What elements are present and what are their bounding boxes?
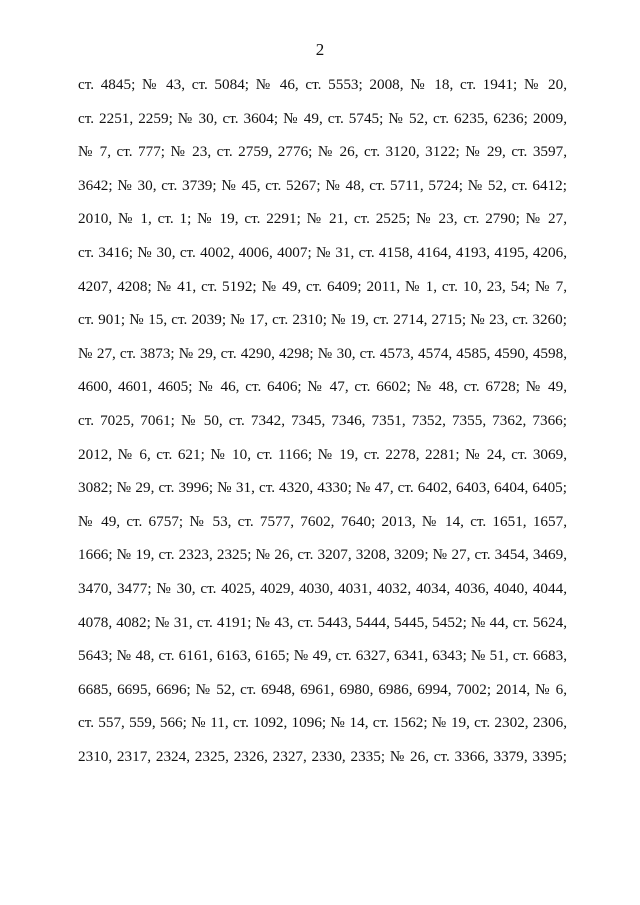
text-line: 3082; № 29, ст. 3996; № 31, ст. 4320, 4330; № 47, ст. 6402, 6403, 6404, 6405; [78, 479, 567, 497]
text-line: ст. 557, 559, 566; № 11, ст. 1092, 1096; № 14, ст. 1562; № 19, ст. 2302, 2306, [78, 714, 567, 732]
text-line: 1666; № 19, ст. 2323, 2325; № 26, ст. 3207, 3208, 3209; № 27, ст. 3454, 3469, [78, 546, 567, 564]
text-line: 2012, № 6, ст. 621; № 10, ст. 1166; № 19, ст. 2278, 2281; № 24, ст. 3069, [78, 445, 567, 463]
legal-citation-text [78, 73, 567, 778]
text-line: ст. 2251, 2259; № 30, ст. 3604; № 49, ст. 5745; № 52, ст. 6235, 6236; 2009, [78, 109, 567, 127]
text-line: 3470, 3477; № 30, ст. 4025, 4029, 4030, 4031, 4032, 4034, 4036, 4040, 4044, [78, 579, 567, 597]
text-line: № 7, ст. 777; № 23, ст. 2759, 2776; № 26, ст. 3120, 3122; № 29, ст. 3597, [78, 143, 567, 161]
text-line: 4207, 4208; № 41, ст. 5192; № 49, ст. 6409; 2011, № 1, ст. 10, 23, 54; № 7, [78, 277, 567, 295]
text-line: 4600, 4601, 4605; № 46, ст. 6406; № 47, ст. 6602; № 48, ст. 6728; № 49, [78, 378, 567, 396]
text-line: 3642; № 30, ст. 3739; № 45, ст. 5267; № 48, ст. 5711, 5724; № 52, ст. 6412; [78, 176, 567, 194]
text-line: ст. 7025, 7061; № 50, ст. 7342, 7345, 7346, 7351, 7352, 7355, 7362, 7366; [78, 411, 567, 429]
text-line: 2310, 2317, 2324, 2325, 2326, 2327, 2330, 2335; № 26, ст. 3366, 3379, 3395; [78, 747, 567, 765]
text-line: ст. 901; № 15, ст. 2039; № 17, ст. 2310; № 19, ст. 2714, 2715; № 23, ст. 3260; [78, 311, 567, 329]
text-line: ст. 4845; № 43, ст. 5084; № 46, ст. 5553; 2008, № 18, ст. 1941; № 20, [78, 76, 567, 93]
page-number: 2 [315, 40, 325, 59]
text-line: 6685, 6695, 6696; № 52, ст. 6948, 6961, 6980, 6986, 6994, 7002; 2014, № 6, [78, 680, 567, 698]
text-line: № 49, ст. 6757; № 53, ст. 7577, 7602, 7640; 2013, № 14, ст. 1651, 1657, [78, 512, 567, 530]
text-line: 4078, 4082; № 31, ст. 4191; № 43, ст. 5443, 5444, 5445, 5452; № 44, ст. 5624, [78, 613, 567, 631]
text-line: 2010, № 1, ст. 1; № 19, ст. 2291; № 21, ст. 2525; № 23, ст. 2790; № 27, [78, 210, 567, 228]
text-line: 5643; № 48, ст. 6161, 6163, 6165; № 49, ст. 6327, 6341, 6343; № 51, ст. 6683, [78, 647, 567, 665]
text-line: № 27, ст. 3873; № 29, ст. 4290, 4298; № 30, ст. 4573, 4574, 4585, 4590, 4598, [78, 344, 567, 362]
text-line: ст. 3416; № 30, ст. 4002, 4006, 4007; № 31, ст. 4158, 4164, 4193, 4195, 4206, [78, 243, 567, 261]
